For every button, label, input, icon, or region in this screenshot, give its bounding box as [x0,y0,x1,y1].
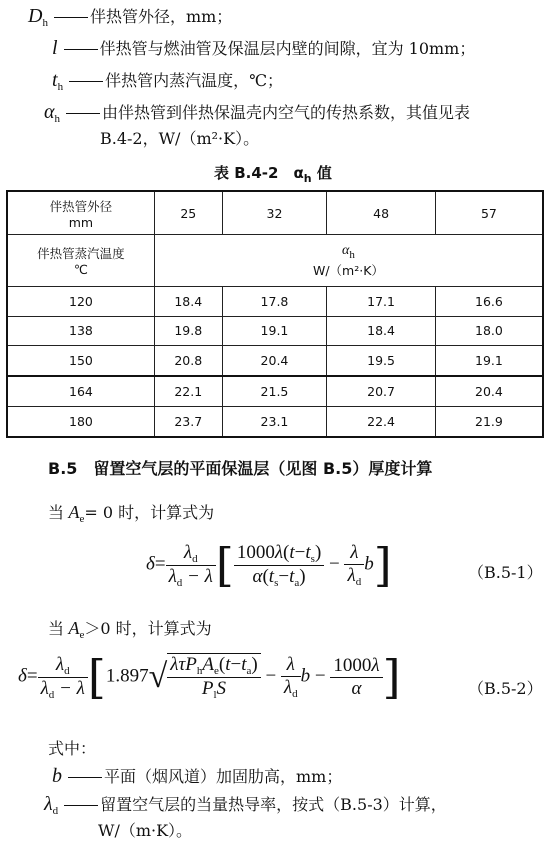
where-label: 式中： [48,739,97,758]
alpha-table [6,190,544,438]
table-header-row [7,191,543,235]
where-item-lambda-d: $\lambda_d$ 留置空气层的当量热导率，按式（B.5-3）计算， [44,793,447,817]
symbol: $\alpha_h$ [44,101,60,125]
header-diameter: 48 [327,191,436,235]
table-row: 120 18.4 17.8 17.1 16.6 [7,287,543,317]
definition-continuation: B.4-2，W/（m²·K）。 [100,129,260,148]
equation-b5-1: δ= $\frac{\lambda_d}{\lambda_d - \lambda}$ [ $\frac{1000\lambda(t-t_s)}{\alpha(t_s-t_a)}$ − $\frac{\lambda}{\lambda_d}$ b] [146,538,392,592]
header-diameter: 25 [154,191,222,235]
header-temp-label: 伴热管蒸汽温度 ℃ [7,235,154,287]
symbol: l [52,37,58,59]
equation-number-1: （B.5-1） [468,563,543,582]
where-item-b: b 平面（烟风道）加固肋高，mm； [52,765,343,787]
header-diameter-label: 伴热管外径 mm [7,191,154,235]
header-diameter: 57 [435,191,543,235]
table-row: 164 22.1 21.5 20.7 20.4 [7,376,543,406]
condition-1: 当 $A_e= 0$ 时，计算式为 [48,502,215,525]
definition-dh: $D_h$ 伴热管外径，mm； [28,5,233,29]
where-continuation: W/（m·K）。 [98,821,193,840]
table-caption: 表 B.4-2 $\alpha_h$ 值 [214,164,332,185]
symbol: $t_h$ [52,69,64,93]
definition-alpha-h: $\alpha_h$ 由伴热管到伴热保温壳内空气的传热系数，其值见表 [44,101,471,125]
table-row: 180 23.7 23.1 22.4 21.9 [7,407,543,438]
definition-th: $t_h$ 伴热管内蒸汽温度，℃； [52,69,283,93]
table-row: 138 19.8 19.1 18.4 18.0 [7,316,543,346]
section-title: B.5 留置空气层的平面保温层（见图 B.5）厚度计算 [48,459,433,478]
table-unit-row [7,235,543,287]
header-diameter: 32 [222,191,327,235]
header-unit: $\alpha_h$ W/（m²·K） [154,235,543,287]
symbol: $D_h$ [28,5,48,29]
condition-2: 当 $A_e>0$ 时，计算式为 [48,618,212,641]
table-row: 150 20.8 20.4 19.5 19.1 [7,346,543,376]
equation-number-2: （B.5-2） [468,679,543,698]
definition-l: l 伴热管与燃油管及保温层内壁的间隙，宜为 10mm； [52,37,476,59]
equation-b5-2: δ= $\frac{\lambda_d}{\lambda_d - \lambda}$ [1.897√ $\frac{\lambda\tau P_hA_e(t-t_a)}{P_lS}$ − $\frac{\lambda}{\lambda_d}$ b − $\frac{1000\lambda}{\alpha}$ ] [18,650,401,704]
